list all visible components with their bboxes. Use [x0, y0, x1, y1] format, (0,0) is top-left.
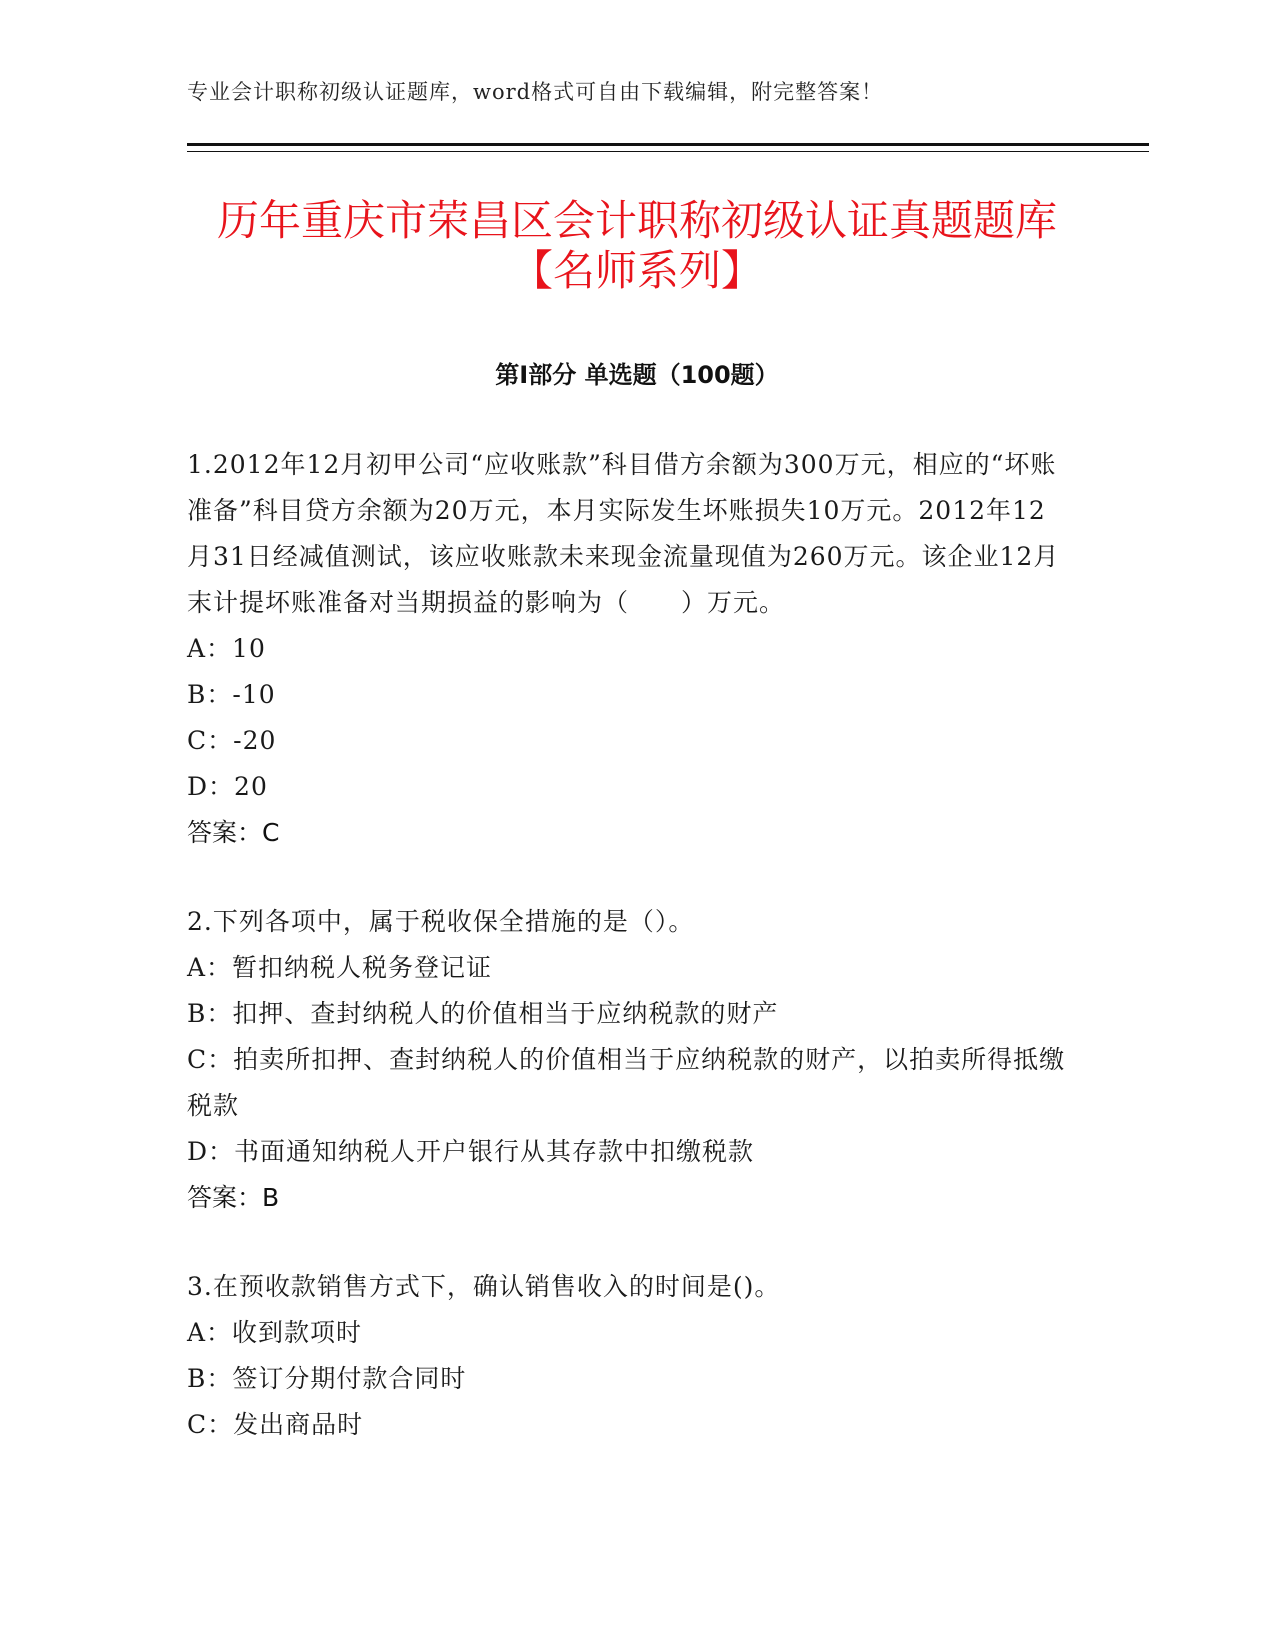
header-rule-thick	[187, 143, 1149, 146]
header-rule-thin	[187, 151, 1149, 152]
question-3	[187, 1264, 1067, 1448]
answer: 答案：C	[187, 818, 280, 847]
question-2	[187, 899, 1067, 1221]
option-a: A：收到款项时	[187, 1318, 363, 1347]
option-a: A：暂扣纳税人税务登记证	[187, 953, 493, 982]
question-list	[187, 442, 1067, 1491]
option-a: A：10	[187, 634, 266, 663]
header-note: 专业会计职称初级认证题库，word格式可自由下载编辑，附完整答案！	[187, 80, 884, 104]
option-d: D：书面通知纳税人开户银行从其存款中扣缴税款	[187, 1137, 755, 1166]
option-c: C：-20	[187, 726, 277, 755]
option-b: B：扣押、查封纳税人的价值相当于应纳税款的财产	[187, 999, 779, 1028]
question-stem: 1.2012年12月初甲公司“应收账款”科目借方余额为300万元，相应的“坏账准备”科目贷方余额为20万元，本月实际发生坏账损失10万元。2012年12月31日经减值测试，该应收账款未来现金流量现值为260万元。该企业12月末计提坏账准备对当期损益的影响为（ ）万元。	[187, 450, 1060, 617]
option-b: B：-10	[187, 680, 276, 709]
question-stem: 3.在预收款销售方式下，确认销售收入的时间是()。	[187, 1272, 781, 1301]
option-b: B：签订分期付款合同时	[187, 1364, 467, 1393]
option-c: C：拍卖所扣押、查封纳税人的价值相当于应纳税款的财产，以拍卖所得抵缴税款	[187, 1045, 1066, 1120]
question-1	[187, 442, 1067, 856]
option-d: D：20	[187, 772, 268, 801]
answer: 答案：B	[187, 1183, 280, 1212]
question-stem: 2.下列各项中，属于税收保全措施的是（）。	[187, 907, 695, 936]
section-title: 第Ⅰ部分 单选题（100题）	[495, 361, 779, 389]
option-c: C：发出商品时	[187, 1410, 364, 1439]
document-title: 历年重庆市荣昌区会计职称初级认证真题题库【名师系列】	[216, 196, 1057, 295]
